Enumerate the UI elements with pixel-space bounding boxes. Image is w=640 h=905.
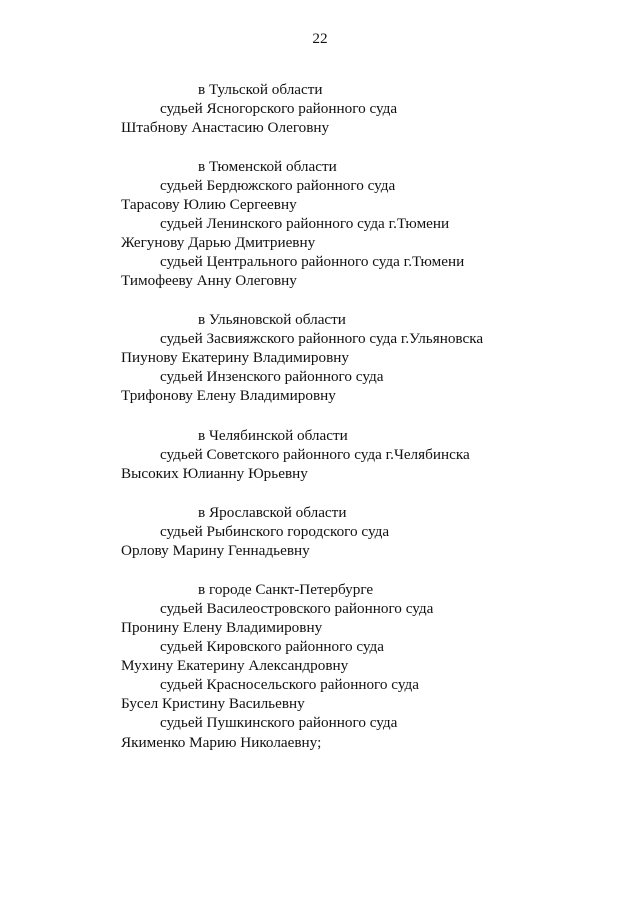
appointee-name: Якименко Марию Николаевну; (121, 734, 322, 751)
appointee-name: Штабнову Анастасию Олеговну (121, 119, 330, 136)
region-heading: в Челябинской области (198, 427, 348, 444)
court-line: судьей Центрального районного суда г.Тюмени (160, 253, 465, 270)
appointee-name: Мухину Екатерину Александровну (121, 657, 349, 674)
appointee-name: Трифонову Елену Владимировну (121, 387, 336, 404)
region-heading: в Ульяновской области (198, 311, 346, 328)
appointee-name: Пронину Елену Владимировну (121, 619, 323, 636)
court-line: судьей Рыбинского городского суда (160, 523, 390, 540)
court-line: судьей Засвияжского районного суда г.Ульяновска (160, 330, 484, 347)
appointee-name: Тарасову Юлию Сергеевну (121, 196, 297, 213)
court-line: судьей Кировского районного суда (160, 638, 384, 655)
appointee-name: Тимофееву Анну Олеговну (121, 272, 297, 289)
page-number: 22 (312, 30, 328, 47)
court-line: судьей Василеостровского районного суда (160, 600, 434, 617)
appointee-name: Орлову Марину Геннадьевну (121, 542, 310, 559)
court-line: судьей Бердюжского районного суда (160, 177, 396, 194)
appointee-name: Высоких Юлианну Юрьевну (121, 465, 308, 482)
region-heading: в Ярославской области (198, 504, 347, 521)
region-heading: в Тульской области (198, 81, 323, 98)
region-heading: в городе Санкт-Петербурге (198, 581, 374, 598)
appointee-name: Жегунову Дарью Дмитриевну (121, 234, 316, 251)
court-line: судьей Ленинского районного суда г.Тюмени (160, 215, 450, 232)
court-line: судьей Пушкинского районного суда (160, 714, 398, 731)
court-line: судьей Ясногорского районного суда (160, 100, 398, 117)
appointee-name: Бусел Кристину Васильевну (121, 695, 305, 712)
appointee-name: Пиунову Екатерину Владимировну (121, 349, 349, 366)
court-line: судьей Инзенского районного суда (160, 368, 384, 385)
region-heading: в Тюменской области (198, 158, 337, 175)
court-line: судьей Красносельского районного суда (160, 676, 419, 693)
court-line: судьей Советского районного суда г.Челябинска (160, 446, 470, 463)
